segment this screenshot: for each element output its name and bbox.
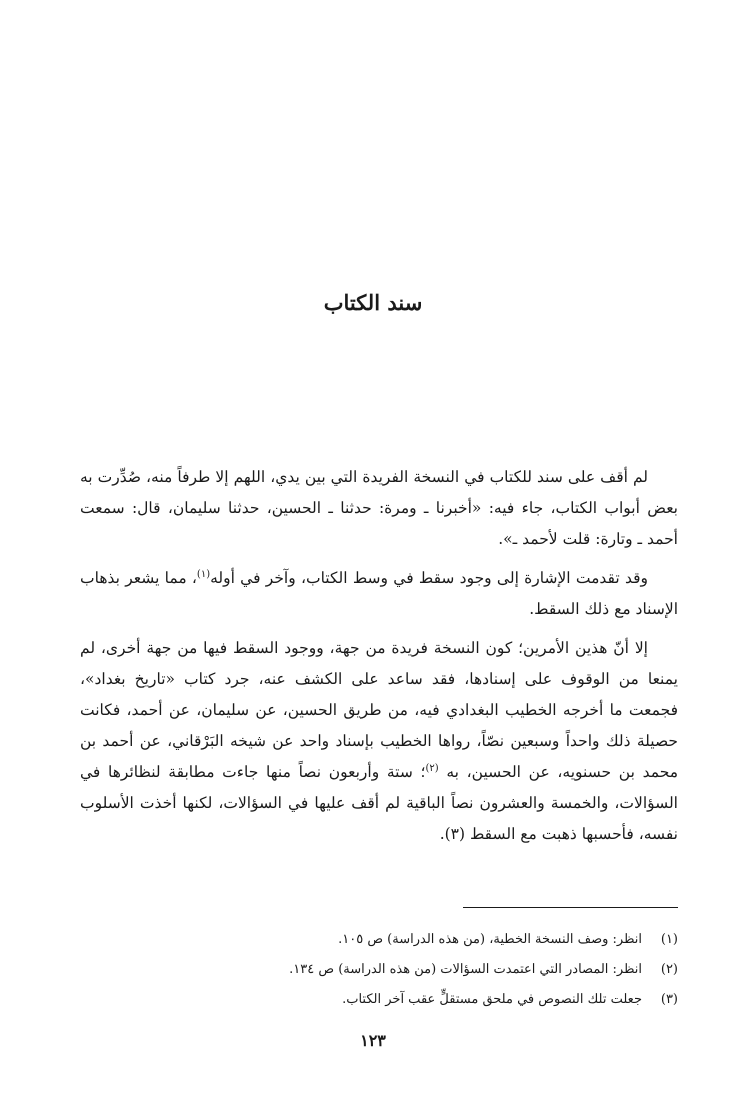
footnote-text: جعلت تلك النصوص في ملحق مستقلٍّ عقب آخر الكتاب. <box>342 992 642 1007</box>
footnote-separator <box>463 907 678 908</box>
paragraph-3 <box>80 633 678 850</box>
body-text <box>80 462 678 850</box>
footnote-ref-2: (٢) <box>425 762 439 774</box>
paragraph-3-text-end: ؛ ستة وأربعون نصاً منها جاءت مطابقة لنظائرها في السؤالات، والخمسة والعشرون نصاً الباقية لم أقف عليها في السؤالات، لكنها أخذت الأسلوب نفسه، فأحسبها ذهبت مع السقط (٣). <box>80 763 678 843</box>
page-number: ١٢٣ <box>360 1031 386 1050</box>
footnote-1 <box>80 925 678 955</box>
paragraph-2-text-end: ، مما يشعر بذهاب الإسناد مع ذلك السقط. <box>80 569 678 618</box>
footnote-ref-1: (١) <box>196 568 211 580</box>
paragraph-1 <box>80 462 678 555</box>
section-title: سند الكتاب <box>323 290 423 315</box>
footnote-2 <box>80 955 678 985</box>
footnote-text: انظر: المصادر التي اعتمدت السؤالات (من هذه الدراسة) ص ١٣٤. <box>289 962 642 977</box>
footnote-3 <box>80 985 678 1015</box>
paragraph-1-text: لم أقف على سند للكتاب في النسخة الفريدة التي بين يدي، اللهم إلا طرفاً منه، صُدِّرت به بعض أبواب الكتاب، جاء فيه: «أخبرنا ـ ومرة: حدثنا ـ الحسين، حدثنا سليمان، قال: سمعت أحمد ـ وتارة: قلت لأحمد ـ». <box>80 468 678 548</box>
footnote-text: انظر: وصف النسخة الخطية، (من هذه الدراسة) ص ١٠٥. <box>338 932 642 947</box>
footnote-number: (٣) <box>660 992 678 1007</box>
footnote-number: (١) <box>660 932 678 947</box>
paragraph-3-text: إلا أنّ هذين الأمرين؛ كون النسخة فريدة من جهة، ووجود السقط فيها من جهة أخرى، لم يمنعا من الوقوف على إسنادها، فقد ساعد على الكشف عنه، جرد كتاب «تاريخ بغداد»، فجمعت ما أخرجه الخطيب البغدادي فيه، من طريق الحسين، عن سليمان، عن أحمد، فكانت حصيلة ذلك واحداً وسبعين نصّاً، رواها الخطيب بإسناد واحد عن شيخه البَرْقاني، عن أحمد بن محمد بن حسنويه، عن الحسين، به <box>80 639 679 781</box>
paragraph-2 <box>80 563 678 625</box>
footnote-number: (٢) <box>660 962 678 977</box>
footnotes <box>80 925 678 1015</box>
paragraph-2-text: وقد تقدمت الإشارة إلى وجود سقط في وسط الكتاب، وآخر في أوله <box>210 569 648 587</box>
